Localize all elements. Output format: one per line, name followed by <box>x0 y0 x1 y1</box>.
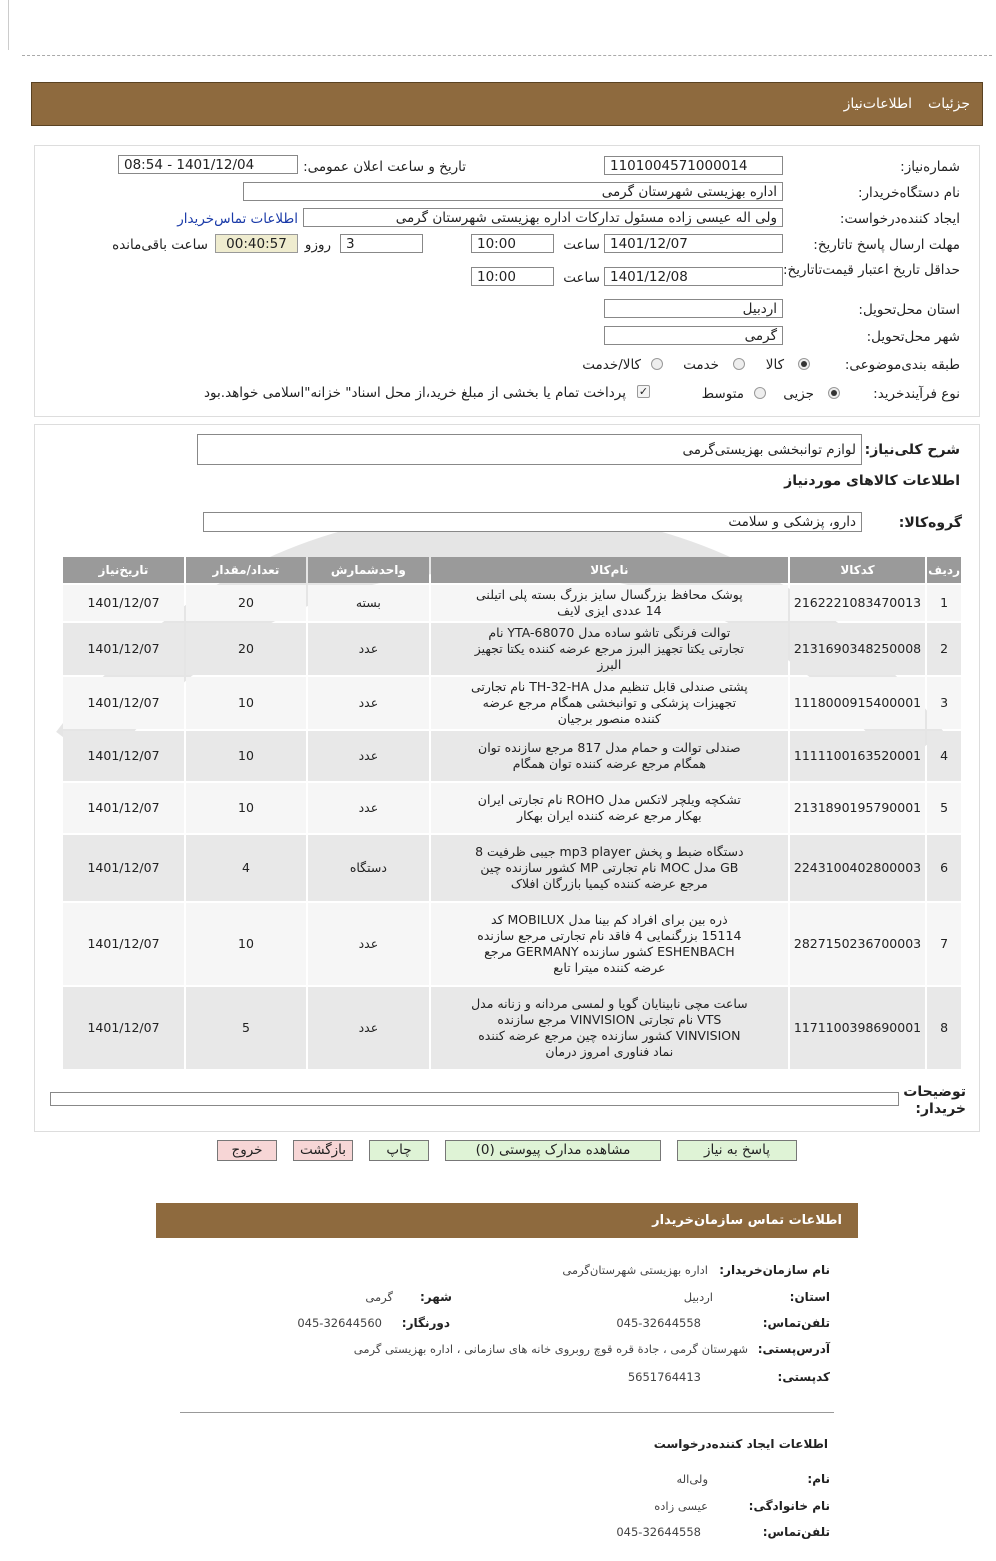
family-label: نام خانوادگی: <box>748 1499 830 1513</box>
row-code: 2131690348250008 <box>790 623 925 675</box>
remaining-timer: 00:40:57 <box>215 234 298 253</box>
org-label: نام سازمان‌خریدار: <box>719 1263 830 1277</box>
row-unit: عدد <box>308 783 429 833</box>
row-unit: عدد <box>308 987 429 1069</box>
row-qty: 10 <box>186 903 306 985</box>
row-number: 7 <box>927 903 961 985</box>
category-service-radio[interactable] <box>733 358 745 370</box>
row-number: 2 <box>927 623 961 675</box>
desc-label: شرح کلی‌نیاز: <box>864 442 960 458</box>
row-name: ذره بین برای افراد کم بینا مدل MOBILUX کد 15114 بزرگنمایی 4 فاقد نام تجارتی مرجع سازنده ESHENBACH کشور سازنده GERMANY مرجع عرضه کننده میترا تابع <box>431 903 788 985</box>
row-unit: بسته <box>308 585 429 621</box>
row-date: 1401/12/07 <box>63 835 184 901</box>
buyer-field: اداره بهزیستی شهرستان گرمی <box>243 182 783 201</box>
row-qty: 20 <box>186 623 306 675</box>
need-no-label: شماره‌نیاز: <box>900 159 960 175</box>
buyer-notes-field <box>50 1092 899 1106</box>
back-button[interactable]: بازگشت <box>293 1140 353 1161</box>
city-contact-label: شهر: <box>420 1290 452 1304</box>
fax-label: دورنگار: <box>401 1316 450 1330</box>
province-label: استان محل‌تحویل: <box>858 302 960 318</box>
row-date: 1401/12/07 <box>63 585 184 621</box>
row-code: 2827150236700003 <box>790 903 925 985</box>
row-date: 1401/12/07 <box>63 903 184 985</box>
col-code: کدکالا <box>790 557 925 583</box>
city-label: شهر محل‌تحویل: <box>866 329 960 345</box>
row-number: 1 <box>927 585 961 621</box>
col-row: ردیف <box>927 557 961 583</box>
validity-date-field: 1401/12/08 <box>604 267 783 286</box>
payment-checkbox[interactable]: ✓ <box>638 385 649 398</box>
address-value: شهرستان گرمی ، جادة قره قوچ روبروی خانه های سازمانی ، اداره بهزیستی گرمی <box>353 1342 748 1356</box>
goods-title: اطلاعات کالاهای موردنیاز <box>784 473 960 489</box>
row-unit: عدد <box>308 731 429 781</box>
attachments-button[interactable]: مشاهده مدارک پیوستی (0) <box>445 1140 661 1161</box>
page-edge-line <box>8 0 9 50</box>
contact-header <box>156 1203 858 1238</box>
announce-label: تاریخ و ساعت اعلان عمومی: <box>303 159 466 175</box>
category-service-label: خدمت <box>683 357 719 373</box>
table-row <box>63 731 961 781</box>
tab-details[interactable]: جزئیات <box>928 96 970 112</box>
payment-note: پرداخت تمام یا بخشی از مبلغ خرید،از محل اسناد" خزانه"اسلامی خواهد.بود <box>204 385 626 401</box>
row-unit: عدد <box>308 677 429 729</box>
header-bar <box>31 82 983 126</box>
city-contact-value: گرمی <box>365 1290 393 1304</box>
tab-need-info[interactable]: اطلاعات‌نیاز <box>843 96 912 112</box>
row-number: 6 <box>927 835 961 901</box>
row-qty: 4 <box>186 835 306 901</box>
deadline-time-label: ساعت <box>563 237 600 253</box>
deadline-label: مهلت ارسال پاسخ تا‌تاریخ: <box>813 237 960 253</box>
category-goods-label: کالا <box>765 357 784 373</box>
row-name: توالت فرنگی تاشو ساده مدل YTA-68070 نام تجارتی یکتا تجهیز البرز مرجع عرضه کننده یکتا تجهیز البرز <box>431 623 788 675</box>
row-qty: 5 <box>186 987 306 1069</box>
process-label: نوع فرآیند‌خرید: <box>873 386 960 402</box>
row-date: 1401/12/07 <box>63 623 184 675</box>
row-name: ساعت مچی نابینایان گویا و لمسی مردانه و زنانه مدل VTS نام تجارتی VINVISION مرجع سازنده VINVISION کشور سازنده چین مرجع عرضه کننده نماد فناوری امروز درمان <box>431 987 788 1069</box>
row-code: 2131890195790001 <box>790 783 925 833</box>
table-row <box>63 903 961 985</box>
col-qty: تعداد/مقدار <box>186 557 306 583</box>
col-date: تاریخ‌نیاز <box>63 557 184 583</box>
buyer-contact-link[interactable]: اطلاعات تماس‌خریدار <box>177 211 298 227</box>
deadline-time-field: 10:00 <box>471 234 554 253</box>
requester-field: ولی اله عیسی زاده مسئول تدارکات اداره بهزیستی شهرستان گرمی <box>303 208 783 227</box>
row-number: 4 <box>927 731 961 781</box>
name-value: ولی‌اله <box>676 1472 708 1486</box>
row-code: 1111100163520001 <box>790 731 925 781</box>
category-label: طبقه بندی‌موضوعی: <box>844 357 960 373</box>
creator-title: اطلاعات ایجاد کننده‌درخواست <box>653 1437 828 1451</box>
phone-value: 045-32644558 <box>616 1316 701 1330</box>
requester-label: ایجاد کننده‌درخواست: <box>839 211 960 227</box>
row-date: 1401/12/07 <box>63 987 184 1069</box>
items-table <box>61 555 963 1071</box>
exit-button[interactable]: خروج <box>217 1140 277 1161</box>
creator-phone-value: 045-32644558 <box>616 1525 701 1539</box>
row-date: 1401/12/07 <box>63 677 184 729</box>
row-qty: 20 <box>186 585 306 621</box>
row-name: صندلی توالت و حمام مدل 817 مرجع سازنده توان همگام مرجع عرضه کننده توان همگام <box>431 731 788 781</box>
days-field: 3 <box>340 234 423 253</box>
contact-title: اطلاعات تماس سازمان‌خریدار <box>652 1213 842 1228</box>
province-contact-label: استان: <box>789 1290 830 1304</box>
process-medium-label: متوسط <box>701 386 744 402</box>
org-value: اداره بهزیستی شهرستان‌گرمی <box>562 1263 708 1277</box>
row-number: 3 <box>927 677 961 729</box>
group-label: گروه‌کالا: <box>898 515 962 531</box>
family-value: عیسی زاده <box>654 1499 708 1513</box>
col-name: نام‌کالا <box>431 557 788 583</box>
row-unit: عدد <box>308 903 429 985</box>
city-field: گرمی <box>604 326 783 345</box>
row-code: 1171100398690001 <box>790 987 925 1069</box>
row-qty: 10 <box>186 677 306 729</box>
fax-value: 045-32644560 <box>297 1316 382 1330</box>
col-unit: واحدشمارش <box>308 557 429 583</box>
table-row <box>63 987 961 1069</box>
validity-time-label: ساعت <box>563 270 600 286</box>
validity-time-field: 10:00 <box>471 267 554 286</box>
table-row <box>63 585 961 621</box>
row-qty: 10 <box>186 783 306 833</box>
top-divider <box>22 55 992 56</box>
table-row <box>63 623 961 675</box>
row-qty: 10 <box>186 731 306 781</box>
process-medium-radio[interactable] <box>754 387 766 399</box>
group-field: دارو، پزشکی و سلامت <box>203 512 862 532</box>
days-label: روزو <box>304 237 331 253</box>
row-date: 1401/12/07 <box>63 783 184 833</box>
row-name: پوشک محافظ بزرگسال سایز بزرگ بسته پلی اتیلنی 14 عددی ایزی لایف <box>431 585 788 621</box>
buyer-label: نام دستگاه‌خریدار: <box>857 185 960 201</box>
process-minor-radio[interactable] <box>828 387 840 399</box>
need-no-field: 1101004571000014 <box>604 156 783 175</box>
table-row <box>63 835 961 901</box>
print-button[interactable]: چاپ <box>369 1140 429 1161</box>
process-minor-label: جزیی <box>783 386 814 402</box>
row-code: 1118000915400001 <box>790 677 925 729</box>
postal-value: 5651764413 <box>627 1370 701 1384</box>
row-name: دستگاه ضبط و پخش mp3 player جیبی ظرفیت 8 GB مدل MOC نام تجارتی MP کشور سازنده چین مرجع عرضه کننده کیمیا بازرگان افلاک <box>431 835 788 901</box>
postal-label: کدپستی: <box>777 1370 830 1384</box>
announce-field: 1401/12/04 - 08:54 <box>118 155 298 174</box>
phone-label: تلفن‌تماس: <box>762 1316 830 1330</box>
reply-button[interactable]: پاسخ به نیاز <box>677 1140 797 1161</box>
buyer-notes-label: توضیحات خریدار: <box>903 1084 966 1117</box>
row-unit: عدد <box>308 623 429 675</box>
address-label: آدرس‌پستی: <box>757 1342 830 1356</box>
name-label: نام: <box>807 1472 830 1486</box>
remaining-label: ساعت باقی‌مانده <box>112 237 208 253</box>
contact-divider <box>180 1412 834 1413</box>
province-contact-value: اردبیل <box>683 1290 713 1304</box>
category-both-radio[interactable] <box>651 358 663 370</box>
row-number: 8 <box>927 987 961 1069</box>
province-field: اردبیل <box>604 299 783 318</box>
row-code: 2243100402800003 <box>790 835 925 901</box>
category-both-label: کالا/خدمت <box>582 357 641 373</box>
table-row <box>63 677 961 729</box>
row-name: پشتی صندلی قابل تنظیم مدل TH-32-HA نام تجارتی تجهیزات پزشکی و توانبخشی همگام مرجع عرضه کننده منصور برجیان <box>431 677 788 729</box>
deadline-date-field: 1401/12/07 <box>604 234 783 253</box>
row-date: 1401/12/07 <box>63 731 184 781</box>
validity-label: حداقل تاریخ اعتبار قیمت‌تا‌تاریخ: <box>782 262 960 278</box>
row-unit: دستگاه <box>308 835 429 901</box>
table-row <box>63 783 961 833</box>
row-number: 5 <box>927 783 961 833</box>
row-name: تشکچه ویلچر لاتکس مدل ROHO نام تجارتی ایران بهکار مرجع عرضه کننده ایران بهکار <box>431 783 788 833</box>
row-code: 2162221083470013 <box>790 585 925 621</box>
desc-field: لوازم توانبخشی بهزیستی‌گرمی <box>197 434 862 465</box>
creator-phone-label: تلفن‌تماس: <box>762 1525 830 1539</box>
category-goods-radio[interactable] <box>798 358 810 370</box>
